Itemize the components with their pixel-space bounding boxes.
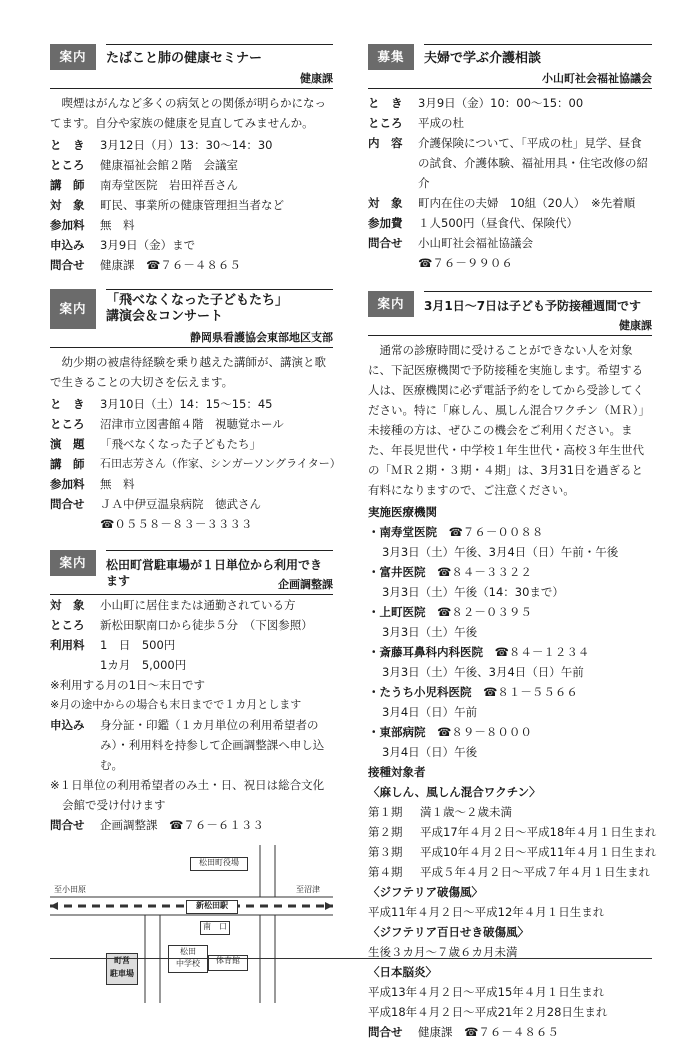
section-header [368, 44, 652, 70]
info-row: 対 象 町民、事業所の健康管理担当者など [50, 198, 284, 212]
right-column [368, 44, 657, 1060]
dt-heading: 〈ジフテリア破傷風〉 [368, 885, 483, 899]
category-label: 案内 [50, 550, 96, 576]
note: ※１日単位の利用希望者のみ土・日、祝日は総合文化会館で受け付けます [50, 778, 325, 812]
phone-number: ☎０５５８－８３－３３３３ [100, 517, 253, 531]
section-title: たばこと肺の健康セミナー [106, 44, 333, 70]
clinic-item: ・南寿堂医院 ☎７６－００８８ [368, 525, 544, 539]
clinic-item: ・上町医院 ☎８２－０３９５ [368, 605, 532, 619]
clinic-item: ・たうち小児科医院 ☎８１－５５６６ [368, 685, 578, 699]
info-row: 講 師 石田志芳さん（作家、シンガーソングライター） [50, 457, 341, 471]
clinic-schedule: 3月3日（土）午後 [382, 625, 478, 639]
info-row: 内 容 介護保険について、「平成の杜」見学、昼食の試食、介護体験、福祉用具・住宅改修の紹介 [368, 136, 648, 190]
section-tobacco-seminar [50, 44, 333, 275]
title-line-2: 講演会＆コンサート [106, 309, 224, 324]
dt-range: 平成11年４月２日～平成12年４月１日生まれ [368, 905, 605, 919]
parking-map [50, 845, 333, 1003]
south-exit: 南 口 [200, 921, 230, 935]
dpt-heading: 〈ジフテリア百日せき破傷風〉 [368, 925, 529, 939]
category-label: 案内 [368, 291, 414, 317]
mr-row: 第３期 平成10年４月２日～平成11年４月１日生まれ [368, 845, 657, 859]
title-line-1: 「飛べなくなった子どもたち」 [106, 293, 289, 308]
info-row: 対 象 町内在住の夫婦 10組（20人） ※先着順 [368, 196, 636, 210]
category-label: 募集 [368, 44, 414, 70]
category-label: 案内 [50, 44, 96, 70]
page-bottom-rule [50, 958, 652, 959]
to-numazu: 至沼津 [296, 885, 320, 894]
town-office: 松田町役場 [190, 857, 248, 871]
info-row: 参加料 無 料 [50, 218, 135, 232]
parking-lot: 町営 駐車場 [106, 953, 138, 985]
to-odawara: 至小田原 [54, 885, 86, 894]
info-row: 問合せ ＪＡ中伊豆温泉病院 徳武さん [50, 497, 261, 511]
info-row: 問合せ 小山町社会福祉協議会 [368, 236, 533, 250]
section-title: 3月1日～7日は子ども予防接種週間です [424, 291, 652, 317]
info-row: ところ 新松田駅南口から徒歩５分 （下図参照） [50, 618, 313, 632]
section-title: 夫婦で学ぶ介護相談 [424, 44, 652, 70]
station: 新松田駅 [186, 900, 238, 914]
clinic-item: ・斎藤耳鼻科内科医院 ☎８４－１２３４ [368, 645, 590, 659]
organizer: 健康課 [50, 70, 333, 89]
section-title: 松田町営駐車場が１日単位から利用できます [106, 550, 333, 576]
section-header [368, 291, 652, 317]
info-row: 演 題 「飛べなくなった子どもたち」 [50, 437, 261, 451]
section-parking [50, 550, 333, 1003]
section-header [50, 44, 333, 70]
mr-row: 第１期 満１歳～２歳未満 [368, 805, 512, 819]
info-row: 講 師 南寿堂医院 岩田祥吾さん [50, 178, 238, 192]
section-vaccination-week [368, 291, 657, 1042]
note: ※利用する月の1日～末日です [50, 678, 205, 692]
mr-heading: 〈麻しん、風しん混合ワクチン〉 [368, 785, 541, 799]
clinic-schedule: 3月3日（土）午後、3月4日（日）午前・午後 [382, 545, 619, 559]
section-title [106, 289, 333, 329]
mr-schedule [368, 802, 657, 882]
clinic-item: ・東部病院 ☎８９－８０００ [368, 725, 532, 739]
intro-text: 幼少期の被虐待経験を乗り越えた講師が、講演と歌で生きることの大切さを伝えます。 [50, 355, 326, 389]
left-column [50, 44, 341, 1021]
info-row: 参加費 １人500円（昼食代、保険代） [368, 216, 578, 230]
info-row: と き 3月10日（土）14：15～15：45 [50, 397, 273, 411]
institutions-heading: 実施医療機関 [368, 505, 437, 519]
section-care-consult [368, 44, 652, 273]
info-row: 問合せ 企画調整課 ☎７６－６１３３ [50, 818, 264, 832]
info-row: 対 象 小山町に居住または通勤されている方 [50, 598, 296, 612]
organizer: 健康課 [368, 317, 652, 336]
fee-monthly: 1カ月 5,000円 [100, 658, 187, 672]
je-range: 平成13年４月２日～平成15年４月１日生まれ [368, 985, 605, 999]
mr-row: 第４期 平成５年４月２日～平成７年４月１日生まれ [368, 865, 650, 879]
info-row: ところ 平成の杜 [368, 116, 464, 130]
clinic-schedule: 3月3日（土）午後、3月4日（日）午前 [382, 665, 584, 679]
intro-text: 喫煙はがんなど多くの病気との関係が明らかになってます。自分や家族の健康を見直してみませんか。 [50, 96, 326, 130]
junior-high-school: 松田 中学校 [168, 945, 208, 973]
category-label: 案内 [50, 289, 96, 329]
clinic-schedule: 3月3日（土）午後（14：30まで） [382, 585, 564, 599]
target-heading: 接種対象者 [368, 765, 426, 779]
info-row: 参加料 無 料 [50, 477, 135, 491]
dpt-range: 生後３カ月～７歳６カ月未満 [368, 945, 518, 959]
info-row: 申込み 3月9日（金）まで [50, 238, 196, 252]
info-row: 問合せ 健康課 ☎７６－４８６５ [50, 258, 241, 272]
clinic-schedule: 3月4日（日）午前 [382, 705, 478, 719]
phone-number: ☎７６－９９０６ [418, 256, 513, 270]
note: ※月の途中からの場合も末日までで１カ月とします [50, 698, 302, 711]
je-range: 平成18年４月２日～平成21年２月28日生まれ [368, 1005, 608, 1019]
section-header [50, 289, 333, 329]
je-heading: 〈日本脳炎〉 [368, 965, 437, 979]
info-row: ところ 健康福祉会館２階 会議室 [50, 158, 238, 172]
intro-text: 通常の診療時間に受けることができない人を対象に、下記医療機関で予防接種を実施します。希望する人は、医療機関に必ず電話予約をしてから受診してください。特に「麻しん、風しん混合ワクチン（ＭＲ）」未接種の方は、ぜひこの機会をご利用ください。また、年長児世代・中学校１年生世代・高校３年生世代の「ＭＲ２期・３期・４期」は、3月31日を過ぎると有料になりますので、ご注意ください。 [368, 343, 650, 497]
organizer: 企画調整課 [50, 576, 333, 595]
info-row: と き 3月12日（月）13：30～14：30 [50, 138, 273, 152]
info-row: と き 3月9日（金）10：00～15：00 [368, 96, 584, 110]
organizer: 静岡県看護協会東部地区支部 [50, 329, 333, 348]
clinic-item: ・富井医院 ☎８４－３３２２ [368, 565, 532, 579]
mr-row: 第２期 平成17年４月２日～平成18年４月１日生まれ [368, 825, 657, 839]
section-lecture-concert [50, 289, 341, 534]
info-row: 利用料 1 日 500円 [50, 638, 176, 652]
organizer: 小山町社会福祉協議会 [368, 70, 652, 89]
clinic-schedule: 3月4日（日）午後 [382, 745, 478, 759]
gymnasium: 体育館 [208, 955, 248, 971]
info-row: 問合せ 健康課 ☎７６－４８６５ [368, 1025, 559, 1039]
info-row: ところ 沼津市立図書館４階 視聴覚ホール [50, 417, 284, 431]
info-row: 申込み 身分証・印鑑（１カ月単位の利用希望者のみ）・利用料を持参して企画調整課へ申し込む。 [50, 718, 325, 772]
